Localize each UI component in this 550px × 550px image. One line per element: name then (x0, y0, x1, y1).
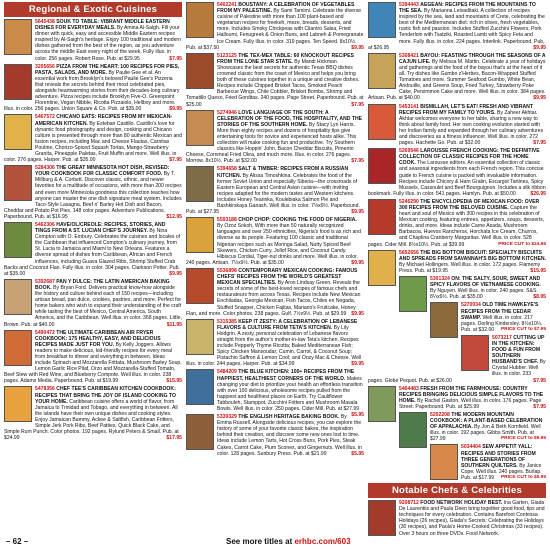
catalog-entry[interactable] (4, 64, 182, 113)
book-title: LOVE LANGUAGE OF THE SOUTH: A CELEBRATION OF THE FOOD, THE HOSPITALITY, AND THE STORIES OF THE SOUTHERN HOME. (217, 109, 363, 128)
catalog-entry[interactable] (4, 222, 182, 277)
book-description: By Janice Cope. Well illus. 240 pages. Burlap. Pub. at $17.99 (461, 462, 542, 481)
catalog-entry[interactable] (4, 19, 182, 62)
sale-price: $12.95 (166, 213, 182, 220)
catalog-entry[interactable] (368, 412, 546, 442)
item-number: 5645438 (35, 19, 55, 25)
item-number: 5652656 (399, 249, 419, 256)
item-number: 5394443 (399, 2, 419, 8)
section-header-regional: Regional & Exotic Cuisines (4, 2, 182, 17)
book-title: CHEF TEE'S CARIBBEAN KITCHEN COOKBOOK: RECIPES THAT BRING THE JOY OF ISLAND COOKING TO YOUR HOME. (35, 386, 176, 405)
book-description: By Stacy Lyn Harris. More than eighty recipes and dozens of hospitality tips give entertaining tools for novice and experienced hosts alike. This collection will make cooking fun and productive. Try Southern classics like Hoppin' John, Bacon Cheddar Biscuits, Pimento Cheese, Cornmeal Fried Okra, and much more. Illus. in color. 276 pages. Morrow. 8x10½. Pub. at $32.00 (186, 121, 357, 165)
book-description: By Marianna Leivaditaki. A collection of recipes inspired by the sea, land and mountains of Crete, celebrating the best of the Mediterranean diet: rich in olives, fresh vegetables, rustic fish and passion. Includes Stuffed Zucchini Flowers, Pork Tenderloin with Tsatziki, Roasted Lamb with Spicy Feta and more. Fully illus. in color. 224 pages. Interlink. Paperbound. Pub. at $26.95 (368, 8, 545, 51)
book-title: CUTTING UP IN THE KITCHEN: FOOD & FUN FROM SOUTHERN HUSBAND'S CHEF. (492, 334, 545, 366)
book-description: Well illus. in color. 217 pages. Dorling Kindersley. 8½x10¼. Pub. at $32.00 (461, 314, 543, 333)
item-number: 5339329 (217, 414, 237, 421)
book-description: By Nina Compton with O. Embury. Celebrates the cuisines and locales of the Caribbean that influenced Compton's culinary journey, from St. Lucia to Jamaica and Miami to New Orleans. Features a diverse spread of dishes from Caribbean, African and French influences, including Guava Glazed Ribs, Shrimp Stuffed Crab Backs and Coconut Flan. Fully illus. in color. 304 pages. Clarkson Potter. Pub. at $35.00 (4, 228, 181, 277)
book-cover-image[interactable] (186, 268, 214, 304)
book-description: By Ozoz Sokoh. With more than 50 naturally recognized languages and over 250 ethnicities, Nigeria's food is as rich and diverse as its people. Featuring 100 classic and traditional Nigerian recipes such as Moringa Salad, Nutty Spiced Beef Skewers, Chicken Curry, Jollof Rice, and Coconut Candy. Hibiscus Cordial, Tiger-nut drinks and more. Well illus. in color. 240 pages. Artisan. 7½x9½. Pub. at $35.00 (186, 223, 361, 266)
book-cover-image[interactable] (4, 19, 32, 55)
book-description: By Michael Hollingers. Well illus. in color. 172 pages. Flamemy Press. Pub. at $19.95 (399, 261, 541, 274)
book-description: The Larousse editors. An essential collection of classic and seasonal ingredients from each French region. This concise guide to French cuisine is packed with invaluable information. Recipes include Chicory & Ham Gratin, Escargot Tartines, Spicy Mussels, Cassoulet and Beef Bourguignon. Includes a silk ribbon bookmark. Fully illus. in color. 541 pages. Hamlyn. Pub. at $50.00 (368, 160, 546, 197)
book-description: By Crystal Hubber. Well illus. in color. 233 pages. Globe Pequot. Pub. at $26.00 (368, 359, 546, 384)
entry-list-left (4, 19, 182, 441)
book-cover-image[interactable] (4, 222, 32, 258)
sale-price: $26.95 (530, 190, 546, 197)
catalog-entry[interactable] (4, 114, 182, 163)
catalog-entry[interactable] (368, 500, 546, 537)
book-cover-image[interactable] (430, 444, 458, 480)
book-description: By Sami Tamimi. Celebrate the diverse cuisine of Palestine with more than 100 plant-based and vegetarian recipes for freekeh, meze, breads, desserts, and more. Includes Smoky Chickpeas with Cilantro Salsa, Fried Halloumi, Fenugreek & Onion Buns, and Labneh & Pomegranate Ice Cream. Fully illus. in color. 319 pages. Ten Speed. 8x10½. Pub. at $37.50 (186, 8, 364, 51)
sale-price: $7.95 (533, 377, 546, 384)
book-description: By Zaheer Akhtar. Akhtar welcomes everyone to her table, sharing a new way to think about family food. Her own cooking evolution started with her Indian family and expanded through her culinary adventures and discoveries as a fitness influencer. Well illus. in color. 272 pages. Hachette Go. Pub. at $32.00 (399, 109, 544, 147)
sale-price: $7.95 (533, 403, 546, 410)
sale-price: $9.95 (533, 44, 546, 51)
entry-list-notable (368, 500, 546, 537)
item-number: 5269546 (399, 148, 419, 155)
book-cover-image[interactable] (186, 319, 214, 355)
sale-price: PRICE CUT to $24.95 (498, 241, 546, 247)
item-number: 5484209 (217, 369, 237, 376)
book-title: SALT & TIMBER: RECIPES FROM A RUSSIAN KITCHEN. (217, 166, 349, 179)
catalog-entry[interactable] (368, 276, 546, 300)
book-description: Caribbean cuisine offers a world of flavor, from Jamaica to Trinidad and Tobago, and everything in between. All the islands have their own unique dishes and cooking styles. Enjoy Jamaican Bammy, Ackee & Saltfish, Caribbean Fritters, Simple Jerk Pork Ribs, Beef Patties, Quick Black Cake, and Simple Rum Punch. Color photos. 192 pages. Rylund Peters & Small. Pub. at $24.99 (4, 398, 179, 442)
book-title: AEGEAN: RECIPES FROM THE MOUNTAINS TO THE SEA. (399, 2, 536, 15)
item-number: 5315385 (217, 318, 237, 325)
book-description: By Aron Lindsay Green. Reveals the secrets of some of the best-loved recipes of famous chefs and restaurateurs from across Texas. Recipes include New Mexican Enchiladas, Georgia Mexican, Fish Tacos, Chiles en Nogada, Stuffed Snapper, Chicken Fajitas, Mariano's Fruitcake, Honey Flan, and more. Color photos. 238 pages. Gulf. 7½x9½. Pub. at $29.99 (186, 280, 361, 317)
column-left (4, 2, 182, 534)
book-cover-image[interactable] (461, 335, 489, 371)
item-number: 5394658 (217, 166, 237, 173)
item-number: 5593188 (217, 217, 237, 224)
book-title: THE BLUE KITCHEN: 100+ RECIPES FROM THE HAPPIEST, HEALTHIEST CORNERS OF THE WORLD. (217, 369, 355, 382)
catalog-entry[interactable] (368, 335, 546, 384)
book-title: OLD TIME HAWKEYE'S RECIPES FROM THE CEDAR SWAMP. (461, 302, 539, 321)
sale-price: $7.95 (351, 158, 364, 165)
sale-price: PRICE CUT to $7.95 (500, 326, 546, 332)
catalog-entry[interactable] (368, 302, 546, 332)
book-title: FRESH FROM THE FARMHOUSE: COUNTRY RECIPES BRINGING DELICIOUS SIMPLE FLAVORS TO THE HOME. (399, 385, 544, 404)
see-more-text (226, 537, 351, 546)
book-title: BISMILLAH, LET'S EAT! FRESH AND VIBRANT RECIPES FROM MY FAMILY TO YOURS. (399, 103, 533, 116)
item-number: 5284306 (35, 165, 55, 172)
book-title: CHICANO EATS: RECIPES FROM MY MEXICAN-AMERICAN KITCHEN. (35, 114, 173, 127)
book-title: THE ENGLISH HERITAGE BAKING BOOK. (238, 414, 340, 421)
item-number: 5073217 (492, 334, 512, 341)
book-description: By Amina Al-Saigh. Fill your dinner with quick, easy and accessible Middle Eastern recipes inspired by Al-Saigh's heritage. Enjoy 100 traditional and modern dishes gathered from the best of the region, as you adventure across the middle East every night of the week. Fully illus. in color. 256 pages. Robert Rose. Pub. at $29.95 (35, 25, 181, 62)
catalog-entry[interactable] (186, 319, 364, 368)
catalog-entry[interactable] (368, 104, 546, 147)
sale-price: PRICE CUT to $9.95 (500, 436, 546, 442)
book-title: ON: THE SALTY, SOUR, SWEET AND SPICY FLAVORS OF VIETNAMESE COOKING. (430, 276, 541, 289)
book-title: BAYOU: FEASTING THROUGH THE SEASONS OF A CAJUN LIFE. (399, 52, 546, 65)
book-title: THE ENCYCLOPEDIA OF MEXICAN FOOD: OVER 300 RECIPES FROM THE BELOVED CUISINE. (399, 198, 540, 211)
sale-price: $7.95 (169, 157, 182, 164)
book-title: FOOD NETWORK HOLIDAY BEST. (420, 500, 503, 507)
book-cover-image[interactable] (368, 199, 396, 235)
catalog-entry[interactable] (4, 330, 182, 385)
book-cover-image[interactable] (186, 53, 214, 89)
catalog-entry[interactable] (4, 165, 182, 220)
catalog-entry[interactable] (368, 199, 546, 248)
book-cover-image[interactable] (4, 114, 32, 150)
book-description: By Paulie Gee et al. An essential work from Brooklyn's beloved Paulie Gee's Pizzeria that reveals the secrets behind their most celebrated pies, alongside heartwarming stories from their decades-long culinary adventure. Pizza recipes include Brooklyn Five-O, Greenpoint Florentine, Vegan Nibble, Ricotta Pizzaiolo, Hellboy and more. Illus. in color. 256 pages. Union Square & Co. Pub. at $35.00 (4, 69, 180, 113)
catalog-entry[interactable] (186, 166, 364, 215)
book-description: By Bryan Ford. Delivers practical know-how alongside the history and culture behind each of 150 recipes—including artisan bread, pan dulce, cookies, pastries, and more. Perfect for home bakers who wish to expand their understanding of the craft while tasting the best of Mexico, Central America, South America, and the Caribbean. Well illus. in color. 368 pages. Little, Brown. Pub. at $40.00 (4, 284, 182, 328)
book-description: By Mandi Hickman. Showcases the best secrets for authentic Texas BBQ dishes crowned classic from the coast of Mexico and helps you bring both of these cuisines together in a unique and creative dishes. Recipes include Chipped Brisket Tacos, Smoked Peach Barbecue Wings, Chile Cobbler, Brisket Bombs, Shrimp and Tomatillo Queso, Fried Gorditas. 240 pages. Page Street. Paperbound. Pub. at $25.00 (186, 58, 364, 108)
book-title: KEEP IT ZESTY: A CELEBRATION OF LEBANESE FLAVORS & CULTURE FROM TETA'S KITCHEN. (217, 318, 358, 331)
sale-price: $9.95 (169, 106, 182, 113)
book-cover-image[interactable] (368, 500, 396, 536)
sale-price: $9.95 (351, 310, 364, 317)
book-cover-image[interactable] (430, 302, 458, 338)
book-description: By Emma Russell. Alongside delicious recipes, you can explore the history of some of your favorite classic bakes, the inspiration behind their creation, and discover some new ones lost to time. Ideas include Lemon Tarts, Hot Cross Buns, Pork Pies, Steak Cakes, Carrot Cake, Plum Scones, and Gingernuts. Well illus. in color. 128 pages. Sunbury Press. Pub. at $21.99 (217, 414, 362, 457)
book-title: CONTEMPORARY MEXICAN COOKING: FAMOUS CHEFS' RECIPES FROM THE WORLD'S GREATEST MEXICAN SPECIALTIES. (217, 267, 358, 287)
sale-price: $9.95 (351, 259, 364, 266)
sale-price: $17.95 (166, 435, 182, 442)
sale-price: $5.95 (351, 450, 364, 457)
book-description: By Kelly Joggers. Allows readers to make delicious, kid-friendly recipes for every meal from breakfast to dinner and everything in between. Ideas include Spinach and Mozzarella Frittata, Mushroom Barley Soup, Lemon Garlic Rice Pilaf, Orzo and Mozzarella-Stuffed Tomato, Beef Stew with Red Wine, and Blueberry Compote. Well illus. in color. 238 pages. Adams Media. Paperbound. Pub. at $19.99 (4, 341, 182, 385)
item-number: 5464483 (399, 385, 419, 392)
catalog-page (4, 2, 546, 537)
sale-price: $15.95 (530, 267, 546, 274)
sale-price: $15.95 (166, 378, 182, 385)
book-cover-image[interactable] (186, 217, 214, 253)
sale-price: $7.95 (533, 140, 546, 147)
sale-price: $9.95 (169, 270, 182, 277)
item-number: 5246290 (399, 198, 419, 205)
item-number: 5270034 (461, 302, 481, 309)
book-title: SOUK TO TABLE: VIBRANT MIDDLE EASTERN DISHES FOR EVERYDAY MEALS. (35, 19, 170, 32)
book-description: Ina Garten, Giada De Laurentiis and Paula Deen bring together good food, tips and techniques for every celebration. Contains Barefoot Contessa Holidays (26 recipes), Giada's Secrets: Celebrating the Holidays (30 recipes), and Paula's Home-Cooked Christmas (33 recipes). Over 3 hours on three DVDs. Food Network. (399, 500, 545, 537)
item-number: 5478356 (35, 386, 55, 393)
book-title: CHOP CHOP: COOKING THE FOOD OF NIGERIA. (238, 217, 357, 224)
item-number: 5123125 (217, 52, 237, 59)
book-title: THE GREAT MINNESOTA HOT DISH, REVISED: YOUR COOKBOOK FOR CLASSIC COMFORT FOOD. (35, 165, 170, 178)
book-title: THE BIG BOTTOM BISCUIT: SPECIALTY BISCUITS AND SPREADS FROM SAVANNAH'S BIG BOTTOM KITCHEN. (399, 249, 546, 262)
book-description: By Alissa Timoshkina. Celebrates the food of the former Soviet Union and especially Siberia—the crossroads of Eastern European and Central Asian cuisine—with inviting recipes adapted for the modern tastes and Western kitchens. Includes Honey Tearinka, Koulebiaka Salmon Pie and Bashkirskaya Ganash. Well illus. in color. 7⅛x9½. Paperbound. Pub. at $27.95 (186, 172, 360, 216)
book-title: PAN Y DULCE: THE LATIN AMERICAN BAKING BOOK. (35, 278, 170, 291)
sale-price: $8.95 (533, 294, 546, 301)
catalog-entry[interactable] (4, 386, 182, 441)
column-middle (186, 2, 364, 534)
sale-price: PRICE CUT to $5.95 (500, 474, 546, 480)
book-description: By Rachel Gaston. Well illus. in color. 176 pages. Page Street. Paperbound. Pub. at $25.99 (399, 397, 542, 410)
see-more-prefix: See more titles at (226, 537, 295, 546)
book-description: By Nguyen. Well illus. in color. 240 pages. S&S. 8¼x9½. Pub. at $35.00 (430, 288, 538, 301)
entry-list-middle (186, 2, 364, 457)
item-number: 9208712 (399, 500, 419, 507)
catalog-entry[interactable] (186, 2, 364, 51)
sale-price: $5.95 (351, 412, 364, 419)
sale-price: $7.95 (351, 101, 364, 108)
book-cover-image[interactable] (4, 330, 32, 366)
book-cover-image[interactable] (368, 148, 396, 184)
book-cover-image[interactable] (4, 64, 32, 100)
page-footer (0, 535, 550, 549)
sale-price: $9.95 (351, 361, 364, 368)
item-number: 5462306 (35, 222, 55, 228)
catalog-entry[interactable] (186, 110, 364, 165)
book-cover-image[interactable] (368, 104, 396, 140)
catalog-entry[interactable] (368, 53, 546, 102)
column-right (368, 2, 546, 537)
book-cover-image[interactable] (4, 165, 32, 201)
book-description: By T. Millburg & A. Corbett. Discover classic, ethnic, and newer favorites for a multitude of occasions, with more than 200 recipes and even more Minnesota goodness this collection teaches how anyone can master the one dish signature meal system. Includes Taco-Style Lasagna, Beef n' Barley Hot Dish and Bacon, Cheddar and Potato Pot Pies. 148 color pages. Adventure Publications. Paperbound. Pub. at $16.95 (4, 171, 182, 220)
book-description: By Melissa M. Martin. Celebrate a year of holidays and gatherings and the food of the bayou that's at the heart of it all. Try dishes like Gumbo z'Herbes, Bacon-Wrapped Stuffed Tomatoes and more. Summer Seafood Gumbo, White Bean, Andouille, and Greens Soup, Fried Turkey, Strawberry Poke Cake, Persimmon Cake and more. Well illus. in color. 384 pages. Artisan. Pub. at $40.00 (368, 58, 546, 102)
item-number: 5402241 (217, 2, 237, 8)
sale-price: $9.95 (351, 44, 364, 51)
item-number: 5301324 (430, 276, 450, 283)
sale-price: $9.95 (533, 95, 546, 102)
catalog-entry[interactable] (368, 2, 546, 51)
book-cover-image[interactable] (4, 279, 32, 315)
item-number: 5392687 (35, 278, 55, 285)
website-link[interactable]: erhbc.com/603 (294, 537, 351, 546)
catalog-entry[interactable] (186, 217, 364, 266)
book-title: BOUSTANY: A CELEBRATION OF VEGETABLES FROM MY PALESTINE. (217, 2, 355, 15)
catalog-entry[interactable] (368, 386, 546, 410)
item-number: 5490472 (35, 329, 55, 336)
sale-price: $11.95 (166, 321, 182, 328)
book-cover-image[interactable] (186, 2, 214, 38)
book-cover-image[interactable] (186, 369, 214, 405)
catalog-entry[interactable] (186, 268, 364, 317)
catalog-entry[interactable] (368, 444, 546, 481)
section-header-notable: Notable Chefs & Celebrities (368, 483, 546, 498)
book-description: By Esteban Castillo. Castillo's love for dynamic food photography and design, cooking and Chicano culture is presented through more than 80 authentic Mexican and fusion recipes, including Mac and Cheese Flautas, Carnitas Poutine, Chorizo-Spiced Squash Tortas, Mango-Strawberry Granita, Pineapple Paletas, Fruit Muffin and more. Well illus. in color. 276 pages. Harper. Pub. at $35.00 (4, 120, 182, 164)
item-number: 5274946 (217, 109, 237, 116)
book-cover-image[interactable] (186, 414, 214, 450)
book-description: Makes changing your diet to prioritize your health an effortless transition with over 100 delicious, wholesome recipes pulled from the happiest and healthiest places on Earth. Try Cauliflower Tabbouleh, Stamppot, Zucchini Fritters and Mushroom Masala Bowls. Well illus. in color. 250 pages. Cider Mill. Pub. at $27.99 (217, 375, 363, 412)
catalog-entry[interactable] (186, 53, 364, 108)
book-cover-image[interactable] (186, 166, 214, 202)
item-number: 5034404 (461, 444, 481, 451)
item-number: 3205656 (35, 63, 55, 70)
book-title: HAVE/OL/CREOLE: RECIPES, STORIES, AND TINGS FROM A ST. LUCIAN CHEF'S JOURNEY. (35, 222, 166, 235)
book-cover-image[interactable] (368, 2, 396, 38)
book-cover-image[interactable] (399, 412, 427, 448)
catalog-entry[interactable] (4, 279, 182, 328)
book-description: Capture the heart and soul of Mexico with 300 recipes in this celebration of Mexican cooking, featuring entrees, appetizers, soups, desserts, drinks, and more. Ideas include Carne Asada, Mushroom Barbacoa, Huevos Rancheros, Horchata Ice Cream, Churros, and Chaplina Cranberry Margaritas. Well illus. in color. 528 pages. Cider Mill. 8½x10½. Pub. at $39.99 (368, 205, 545, 248)
page-number: – 62 – (6, 537, 29, 546)
entry-list-right (368, 2, 546, 481)
sale-price: $9.95 (351, 209, 364, 216)
sale-price: $7.95 (169, 55, 182, 62)
book-title: THE TEX-MEX TABLE: 60 KNOCKOUT RECIPES FROM THE LONE STAR STATE. (217, 52, 354, 65)
catalog-entry[interactable] (368, 148, 546, 197)
book-description: By Lily Hodgrin. A zesty, personal celebration of Lebanese flavors straight from the author's mother-in-law Teta's kitchen. Recipes include Pepperly Thyme Ricotta; Baked Mediterranean Fish; Spicy Chicken Mansoudar; Cumin, Carrot, & Coconut Soup; Pistachio Saffron & Lemon Cool; and Oozy Mac & Cheese. Well illus. in color. 244 pages. Harper. Pub. at $34.99 (186, 324, 362, 368)
book-title: SEW APPETIT YALL: RECIPES AND STORIES FROM THREE GENERATIONS OF SOUTHERN QUILTERS. (461, 444, 536, 469)
catalog-entry[interactable] (186, 414, 364, 457)
catalog-entry[interactable] (368, 250, 546, 274)
item-number: 5453141 (399, 103, 419, 110)
book-title: THE ULTIMATE CARIBBEAN AIR FRYER COOKBOOK: 175 HEALTHY, EASY, AND DELICIOUS RECIPES MADE JUST FOR YOU. (35, 329, 161, 348)
book-cover-image[interactable] (4, 386, 32, 422)
book-title: THE MODERN MOUNTAIN COOKBOOK: A PLANT-BASED CELEBRATION OF APPALACHIA. (430, 412, 543, 431)
book-title: PIZZA FROM THE HEART: 100 RECIPES FOR PIES, PASTA, SALADS, AND MORE. (35, 63, 180, 76)
book-title: LAROUSSE FRENCH COOKING: THE DEFINITIVE COLLECTION OF CLASSIC RECIPES FOR THE HOME COOK. (399, 148, 540, 167)
item-number: 5202208 (430, 412, 450, 418)
book-description: By Jon & Beth Kornfield. Well illus. in color. 192 pages. Gibbs Smith. Pub. at $27.99 (430, 424, 541, 443)
book-cover-image[interactable] (368, 53, 396, 89)
book-cover-image[interactable] (186, 110, 214, 146)
item-number: 5467572 (35, 114, 55, 121)
item-number: 5536898 (217, 267, 237, 274)
item-number: 5308421 (399, 52, 419, 59)
